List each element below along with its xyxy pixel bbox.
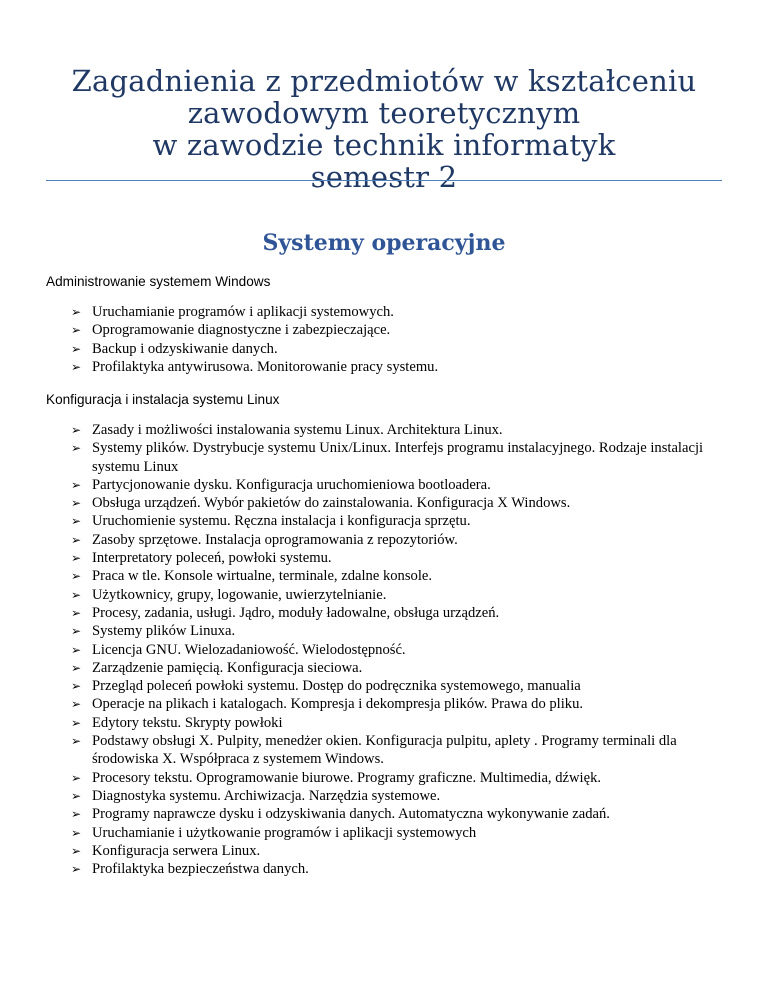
list-item bbox=[70, 769, 730, 787]
list-item-text: Użytkownicy, grupy, logowanie, uwierzytelnianie. bbox=[92, 586, 387, 603]
list-item bbox=[70, 358, 730, 376]
arrow-bullet-icon: ➢ bbox=[71, 477, 82, 492]
list-item-text: Diagnostyka systemu. Archiwizacja. Narzędzia systemowe. bbox=[92, 787, 441, 804]
list-item-text: Interpretatory poleceń, powłoki systemu. bbox=[92, 550, 332, 567]
list-item-text: Oprogramowanie diagnostyczne i zabezpieczające. bbox=[92, 322, 391, 339]
title-line-2: zawodowym teoretycznym bbox=[187, 96, 581, 131]
arrow-bullet-icon: ➢ bbox=[71, 770, 82, 785]
list-item bbox=[70, 531, 730, 549]
arrow-bullet-icon: ➢ bbox=[71, 305, 82, 319]
section-list-windows bbox=[70, 303, 730, 376]
list-item-text: Zarządzenie pamięcią. Konfiguracja sieciowa. bbox=[92, 659, 363, 676]
list-item-text: Zasady i możliwości instalowania systemu Linux. Architektura Linux. bbox=[92, 422, 503, 438]
arrow-bullet-icon: ➢ bbox=[71, 788, 82, 803]
title-divider bbox=[46, 180, 722, 181]
arrow-bullet-icon: ➢ bbox=[71, 734, 82, 749]
list-item bbox=[70, 476, 730, 494]
arrow-bullet-icon: ➢ bbox=[71, 323, 82, 338]
document-title bbox=[46, 65, 722, 193]
list-item bbox=[70, 659, 730, 677]
arrow-bullet-icon: ➢ bbox=[71, 642, 82, 657]
list-item-text: Praca w tle. Konsole wirtualne, terminale, zdalne konsole. bbox=[92, 568, 433, 585]
list-item-text: Przegląd poleceń powłoki systemu. Dostęp do podręcznika systemowego, manualia bbox=[92, 678, 581, 695]
section-list-linux bbox=[70, 421, 730, 878]
list-item bbox=[70, 805, 730, 823]
arrow-bullet-icon: ➢ bbox=[71, 441, 82, 456]
title-line-3: w zawodzie technik informatyk bbox=[152, 128, 616, 163]
list-item bbox=[70, 860, 730, 878]
list-item bbox=[70, 512, 730, 530]
arrow-bullet-icon: ➢ bbox=[71, 660, 82, 675]
list-item-text: Procesy, zadania, usługi. Jądro, moduły ładowalne, obsługa urządzeń. bbox=[92, 604, 500, 621]
list-item-text: Uruchamianie i użytkowanie programów i aplikacji systemowych bbox=[92, 824, 477, 841]
arrow-bullet-icon: ➢ bbox=[71, 624, 82, 639]
arrow-bullet-icon: ➢ bbox=[71, 532, 82, 547]
arrow-bullet-icon: ➢ bbox=[71, 862, 82, 877]
list-item-text: Konfiguracja serwera Linux. bbox=[92, 842, 261, 859]
arrow-bullet-icon: ➢ bbox=[71, 715, 82, 730]
list-item bbox=[70, 586, 730, 604]
list-item-text: Licencja GNU. Wielozadaniowość. Wielodostępność. bbox=[92, 641, 406, 658]
arrow-bullet-icon: ➢ bbox=[71, 605, 82, 620]
list-item bbox=[70, 567, 730, 585]
list-item bbox=[70, 421, 730, 439]
list-item-text: Uruchomienie systemu. Ręczna instalacja i konfiguracja sprzętu. bbox=[92, 513, 471, 530]
list-item-text: Profilaktyka bezpieczeństwa danych. bbox=[92, 861, 309, 878]
list-item-text: Edytory tekstu. Skrypty powłoki bbox=[92, 714, 283, 731]
list-item bbox=[70, 842, 730, 860]
list-item bbox=[70, 494, 730, 512]
arrow-bullet-icon: ➢ bbox=[71, 514, 82, 529]
list-item-text: Uruchamianie programów i aplikacji systemowych. bbox=[92, 304, 394, 320]
list-item-text: Podstawy obsługi X. Pulpity, menedżer okien. Konfiguracja pulpitu, aplety . Programy terminali dla środowiska X. Współpraca z systemem Windows. bbox=[92, 733, 677, 768]
arrow-bullet-icon: ➢ bbox=[71, 843, 82, 858]
arrow-bullet-icon: ➢ bbox=[71, 359, 82, 374]
list-item bbox=[70, 439, 730, 476]
list-item bbox=[70, 340, 730, 358]
arrow-bullet-icon: ➢ bbox=[71, 679, 82, 694]
list-item bbox=[70, 321, 730, 339]
list-item-text: Operacje na plikach i katalogach. Kompresja i dekompresja plików. Prawa do pliku. bbox=[92, 696, 584, 713]
list-item bbox=[70, 622, 730, 640]
arrow-bullet-icon: ➢ bbox=[71, 496, 82, 511]
list-item-text: Programy naprawcze dysku i odzyskiwania danych. Automatyczna wykonywanie zadań. bbox=[92, 806, 610, 823]
title-line-1: Zagadnienia z przedmiotów w kształceniu bbox=[71, 64, 697, 99]
list-item-text: Obsługa urządzeń. Wybór pakietów do zainstalowania. Konfiguracja X Windows. bbox=[92, 495, 571, 512]
list-item bbox=[70, 604, 730, 622]
section-heading-windows: Administrowanie systemem Windows bbox=[46, 274, 271, 289]
document-subtitle: Systemy operacyjne bbox=[262, 230, 506, 257]
list-item-text: Systemy plików Linuxa. bbox=[92, 623, 236, 640]
arrow-bullet-icon: ➢ bbox=[71, 569, 82, 584]
list-item-text: Profilaktyka antywirusowa. Monitorowanie pracy systemu. bbox=[92, 358, 439, 375]
list-item bbox=[70, 641, 730, 659]
arrow-bullet-icon: ➢ bbox=[71, 551, 82, 566]
list-item bbox=[70, 732, 730, 769]
list-item bbox=[70, 303, 730, 321]
list-item bbox=[70, 695, 730, 713]
arrow-bullet-icon: ➢ bbox=[71, 825, 82, 840]
list-item-text: Zasoby sprzętowe. Instalacja oprogramowania z repozytoriów. bbox=[92, 531, 458, 548]
list-item bbox=[70, 549, 730, 567]
list-item-text: Backup i odzyskiwanie danych. bbox=[92, 340, 278, 357]
arrow-bullet-icon: ➢ bbox=[71, 807, 82, 822]
arrow-bullet-icon: ➢ bbox=[71, 587, 82, 602]
title-line-4: semestr 2 bbox=[310, 160, 458, 195]
list-item bbox=[70, 787, 730, 805]
arrow-bullet-icon: ➢ bbox=[71, 341, 82, 356]
list-item-text: Systemy plików. Dystrybucje systemu Unix/Linux. Interfejs programu instalacyjnego. Rodzaje instalacji systemu Linux bbox=[92, 440, 704, 475]
list-item bbox=[70, 824, 730, 842]
arrow-bullet-icon: ➢ bbox=[71, 423, 82, 437]
arrow-bullet-icon: ➢ bbox=[71, 697, 82, 712]
section-heading-linux: Konfiguracja i instalacja systemu Linux bbox=[46, 392, 280, 407]
list-item-text: Partycjonowanie dysku. Konfiguracja uruchomieniowa bootloadera. bbox=[92, 476, 491, 493]
list-item bbox=[70, 677, 730, 695]
list-item bbox=[70, 714, 730, 732]
list-item-text: Procesory tekstu. Oprogramowanie biurowe. Programy graficzne. Multimedia, dźwięk. bbox=[92, 769, 602, 786]
